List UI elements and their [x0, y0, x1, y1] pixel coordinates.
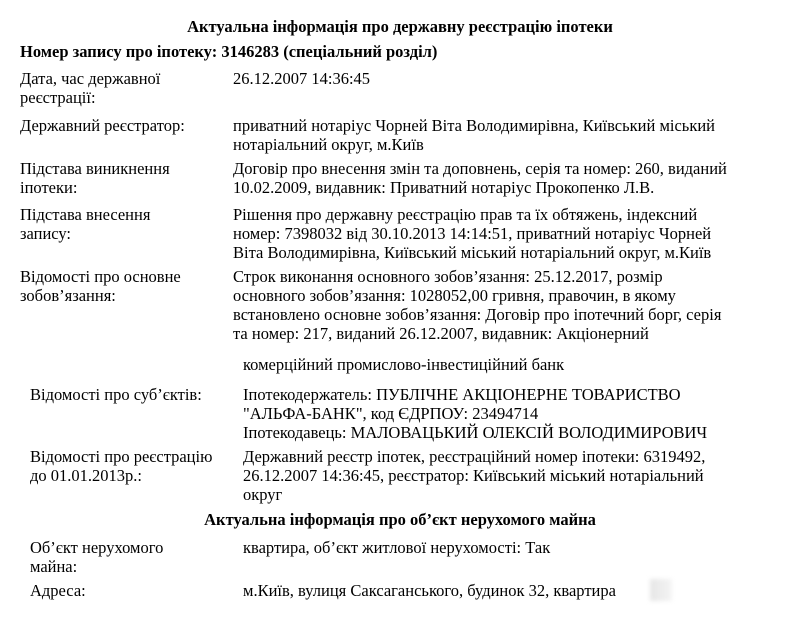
record-basis-label: Підстава внесення запису: — [20, 205, 151, 243]
address-value: м.Київ, вулиця Саксаганського, будинок 32, квартира — [243, 581, 616, 600]
main-obligation-value: Строк виконання основного зобов’язання: 25.12.2017, розмір основного зобов’язання: 1028052,00 гривня, правочин, в якому встановлено основне зобов’язання: Договір про іпотечний борг, серія та номер: 217, виданий 26.12.2007, видавник: Акціонерний — [233, 267, 722, 343]
registrar-value: приватний нотаріус Чорней Віта Володимирівна, Київський міський нотаріальний округ, м.Київ — [233, 116, 716, 154]
main-obligation-continuation: комерційний промислово-інвестиційний банк — [243, 355, 565, 374]
property-object-label: Об’єкт нерухомого майна: — [30, 538, 164, 576]
redacted-apartment-number — [650, 579, 672, 601]
subjects-value: Іпотекодержатель: ПУБЛІЧНЕ АКЦІОНЕРНЕ ТОВАРИСТВО "АЛЬФА-БАНК", код ЄДРПОУ: 23494714 Іпотекодавець: МАЛОВАЦЬКИЙ ОЛЕКСІЙ ВОЛОДИМИРОВИЧ — [243, 385, 708, 442]
record-basis-value: Рішення про державну реєстрацію прав та їх обтяжень, індексний номер: 7398032 від 30.10.2013 14:14:51, приватний нотаріус Чорней Віта Володимирівна, Київський міський нотаріальний округ, м.Київ — [233, 205, 712, 262]
registrar-label: Державний реєстратор: — [20, 116, 185, 135]
mortgage-record-number: Номер запису про іпотеку: 3146283 (спеціальний розділ) — [20, 42, 438, 61]
property-section-title: Актуальна інформація про об’єкт нерухомого майна — [204, 510, 596, 529]
registration-date-label: Дата, час державної реєстрації: — [20, 69, 161, 107]
address-label: Адреса: — [30, 581, 86, 600]
mortgage-section-title: Актуальна інформація про державну реєстрацію іпотеки — [187, 17, 613, 36]
mortgage-basis-label: Підстава виникнення іпотеки: — [20, 159, 170, 197]
mortgage-basis-value: Договір про внесення змін та доповнень, серія та номер: 260, виданий 10.02.2009, видавник: Приватний нотаріус Прокопенко Л.В. — [233, 159, 727, 197]
main-obligation-label: Відомості про основне зобов’язання: — [20, 267, 181, 305]
pre2013-registration-label: Відомості про реєстрацію до 01.01.2013р.: — [30, 447, 213, 485]
pre2013-registration-value: Державний реєстр іпотек, реєстраційний номер іпотеки: 6319492, 26.12.2007 14:36:45, реєстратор: Київський міський нотаріальний округ — [243, 447, 706, 504]
property-object-value: квартира, об’єкт житлової нерухомості: Так — [243, 538, 551, 557]
registration-date-value: 26.12.2007 14:36:45 — [233, 69, 371, 88]
subjects-label: Відомості про суб’єктів: — [30, 385, 202, 404]
